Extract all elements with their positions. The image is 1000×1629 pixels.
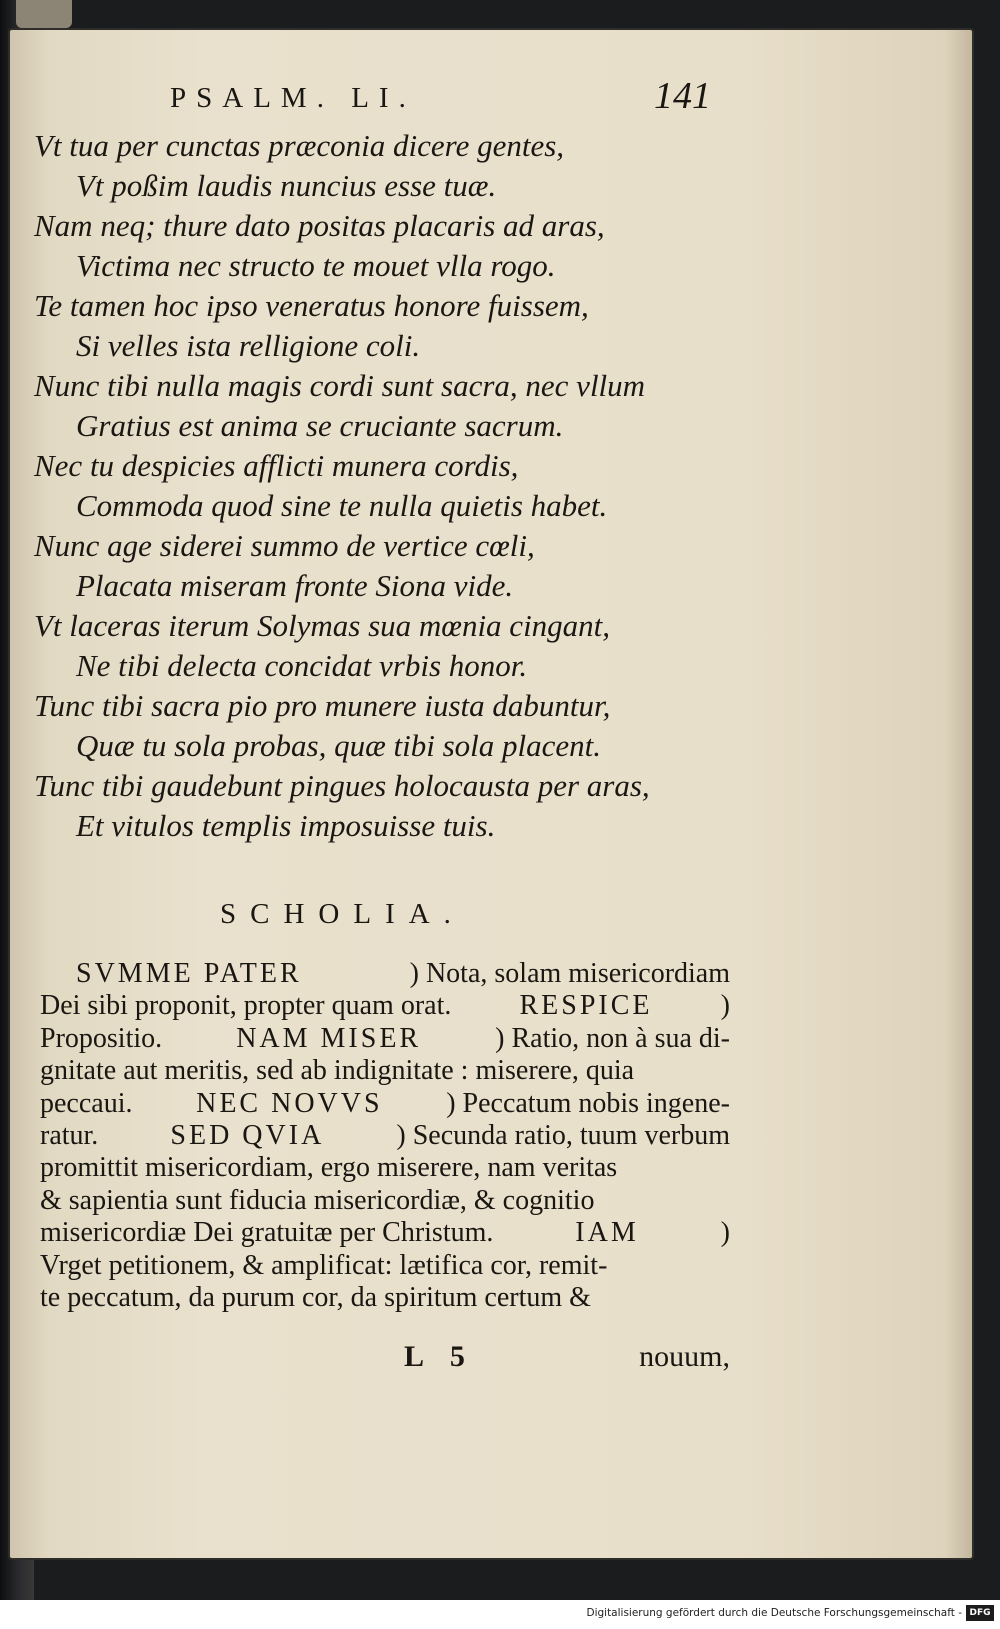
scholia-segment: ) Secunda ratio, tuum verbum [396,1120,730,1152]
verse-line: Ne tibi delecta concidat vrbis honor. [76,648,528,683]
footer-bar [0,1600,1000,1629]
running-head: PSALM. LI. [170,82,416,114]
scholia-line [40,1055,730,1087]
scholia-segment: ) [720,990,730,1022]
scholia-segment: Dei sibi proponit, propter quam orat. [40,990,452,1022]
scholia-heading: SCHOLIA. [220,898,465,930]
verse-line: Tunc tibi gaudebunt pingues holocausta per aras, [34,768,650,803]
verse-line: Vt laceras iterum Solymas sua mœnia cingant, [34,608,611,643]
scholia-lemma: NEC NOVVS [196,1087,383,1119]
scholia-segment: peccaui. [40,1087,133,1119]
scholia-lemma: SVMME PATER [76,958,302,989]
verse-line: Tunc tibi sacra pio pro munere iusta dabuntur, [34,688,611,723]
scholia-line [40,958,730,990]
scholia-line [40,1185,730,1217]
verse-line: Nec tu despicies afflicti munera cordis, [34,448,519,483]
scholia-line [40,1250,730,1282]
scholia-lemma: IAM [575,1217,639,1249]
scholia-segment: misericordiæ Dei gratuitæ per Christum. [40,1217,494,1249]
scholia-line [40,1120,730,1152]
scholia-segment: promittit misericordiam, ergo miserere, nam veritas [40,1152,618,1184]
scholia-line [40,1152,730,1184]
page-tab [16,0,72,28]
page-edge-shadow [944,30,972,1558]
signature-mark: L 5 [404,1340,475,1373]
scholia-text [40,958,730,1314]
verse-line: Nunc tibi nulla magis cordi sunt sacra, nec vllum [34,368,646,403]
verse-line: Te tamen hoc ipso veneratus honore fuissem, [34,288,589,323]
verse-line: Nam neq; thure dato positas placaris ad aras, [34,208,605,243]
scholia-segment: ) Ratio, non à sua di- [495,1022,730,1054]
scholia-segment: ) [720,1217,730,1249]
verse-line: Placata miseram fronte Siona vide. [76,568,514,603]
footer-text: Digitalisierung gefördert durch die Deutsche Forschungsgemeinschaft - [586,1607,962,1619]
scholia-line [40,1023,730,1055]
book-page [10,30,972,1558]
verse-line: Victima nec structo te mouet vlla rogo. [76,248,556,283]
verse-line: Vt poßim laudis nuncius esse tuæ. [76,168,497,203]
verse-block [34,126,754,846]
scholia-lemma: NAM MISER [236,1022,422,1054]
scholia-segment: gnitate aut meritis, sed ab indignitate : miserere, quia [40,1055,635,1087]
scholia-segment: ) Peccatum nobis ingene- [446,1087,730,1119]
scholia-segment: Propositio. [40,1022,163,1054]
verse-line: Nunc age siderei summo de vertice cœli, [34,528,535,563]
scholia-lemma: RESPICE [519,990,653,1022]
verse-line: Si velles ista relligione coli. [76,328,421,363]
scholia-segment: ) Nota, solam misericordiam [409,958,730,989]
scholia-segment: & sapientia sunt fiducia misericordiæ, & cognitio [40,1184,595,1216]
verse-line: Et vitulos templis imposuisse tuis. [76,808,496,843]
scholia-segment: Vrget petitionem, & amplificat: lætifica cor, remit- [40,1249,608,1281]
dfg-logo: DFG [966,1605,994,1621]
scholia-segment: te peccatum, da purum cor, da spiritum certum & [40,1282,591,1314]
scholia-line [40,1088,730,1120]
verse-line: Gratius est anima se cruciante sacrum. [76,408,564,443]
verse-line: Quæ tu sola probas, quæ tibi sola placent. [76,728,602,763]
scholia-line [40,1217,730,1249]
verse-line: Vt tua per cunctas præconia dicere gentes, [34,128,565,163]
signature-row [40,1340,730,1380]
catchword: nouum, [639,1340,730,1373]
scholia-line [40,1282,730,1314]
scholia-segment: ratur. [40,1120,99,1152]
scholia-line [40,990,730,1022]
verse-line: Commoda quod sine te nulla quietis habet. [76,488,608,523]
page-number: 141 [654,75,711,117]
scholia-lemma: SED QVIA [170,1120,325,1152]
